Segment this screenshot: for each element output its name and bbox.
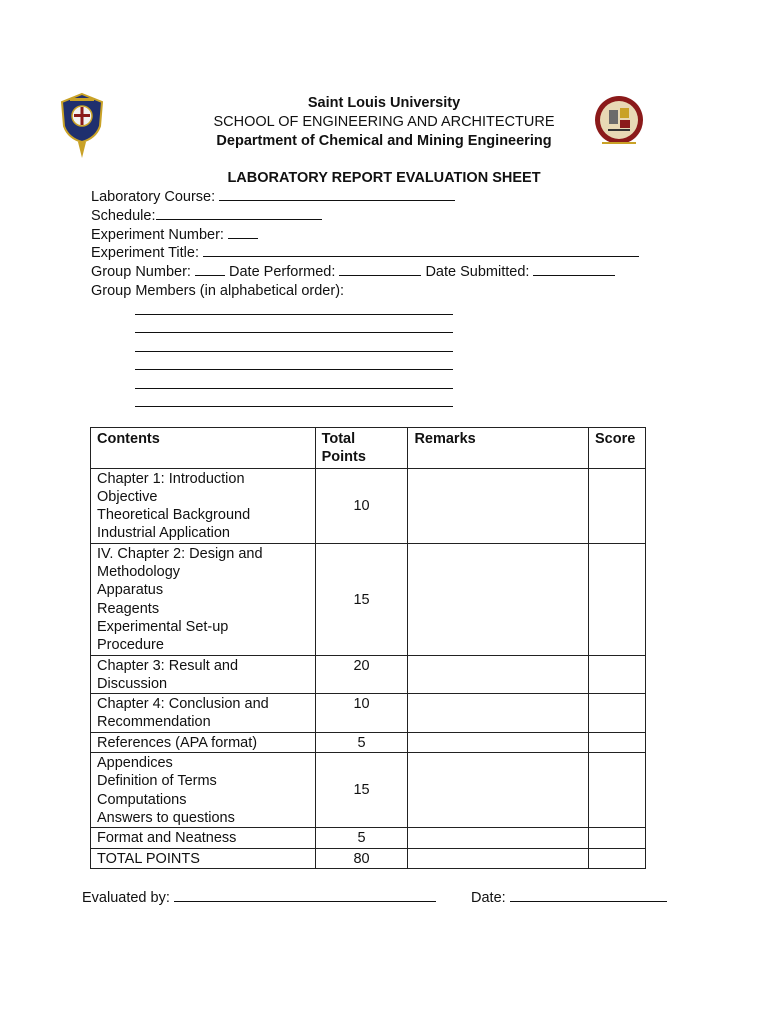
points-cell (315, 543, 408, 655)
table-row (91, 543, 646, 655)
points-value: 80 (353, 850, 370, 867)
contents-cell (91, 694, 316, 733)
table-row (91, 848, 646, 868)
points-cell (315, 694, 408, 733)
member-line-4[interactable] (135, 369, 453, 370)
lab-course-field[interactable] (91, 188, 455, 206)
schedule-label: Schedule: (91, 208, 156, 224)
contents-cell (91, 655, 316, 694)
contents-line: Methodology (97, 564, 181, 581)
date-performed-label: Date Performed: (229, 264, 336, 280)
total-points-header: Total Points (315, 428, 408, 469)
points-value: 5 (357, 830, 366, 847)
member-line-6[interactable] (135, 406, 453, 407)
contents-line: Theoretical Background (97, 507, 251, 524)
schedule-field[interactable] (91, 207, 322, 225)
evaluated-by-field[interactable] (82, 889, 436, 906)
score-cell[interactable] (589, 753, 646, 828)
date-performed-blank[interactable] (339, 263, 421, 276)
member-line-2[interactable] (135, 332, 453, 333)
contents-line: Chapter 1: Introduction (97, 470, 245, 487)
member-line-1[interactable] (135, 314, 453, 315)
table-row (91, 753, 646, 828)
table-row (91, 655, 646, 694)
member-line-3[interactable] (135, 351, 453, 352)
lab-course-label: Laboratory Course: (91, 189, 216, 205)
contents-line: Procedure (97, 637, 164, 654)
remarks-cell[interactable] (408, 753, 589, 828)
score-cell[interactable] (589, 694, 646, 733)
contents-line: Computations (97, 791, 187, 808)
points-cell (315, 848, 408, 868)
remarks-cell[interactable] (408, 468, 589, 543)
experiment-title-blank[interactable] (203, 244, 639, 257)
contents-cell (91, 848, 316, 868)
table-header-row (91, 428, 646, 469)
contents-line: Recommendation (97, 714, 211, 731)
experiment-number-label: Experiment Number: (91, 227, 224, 243)
contents-cell (91, 543, 316, 655)
score-cell[interactable] (589, 543, 646, 655)
contents-line: Objective (97, 488, 158, 505)
evaluated-by-label: Evaluated by: (82, 890, 170, 906)
remarks-cell[interactable] (408, 655, 589, 694)
contents-line: Chapter 3: Result and (97, 657, 239, 674)
contents-line: Answers to questions (97, 809, 235, 826)
remarks-cell[interactable] (408, 848, 589, 868)
group-date-row (91, 263, 615, 281)
group-number-blank[interactable] (195, 263, 225, 276)
experiment-title-field[interactable] (91, 244, 639, 262)
table-row (91, 732, 646, 752)
contents-line: TOTAL POINTS (97, 850, 200, 867)
group-number-label: Group Number: (91, 264, 191, 280)
remarks-header: Remarks (408, 428, 589, 469)
experiment-number-field[interactable] (91, 226, 258, 244)
contents-cell (91, 468, 316, 543)
contents-line: Appendices (97, 755, 173, 772)
remarks-cell[interactable] (408, 732, 589, 752)
points-value: 15 (353, 782, 370, 799)
score-header: Score (589, 428, 646, 469)
contents-cell (91, 828, 316, 848)
member-line-5[interactable] (135, 388, 453, 389)
remarks-cell[interactable] (408, 543, 589, 655)
contents-line: Industrial Application (97, 525, 230, 542)
points-cell (315, 655, 408, 694)
remarks-cell[interactable] (408, 828, 589, 848)
points-cell (315, 732, 408, 752)
lab-course-blank[interactable] (219, 188, 455, 201)
contents-cell (91, 732, 316, 752)
score-cell[interactable] (589, 732, 646, 752)
school-name: SCHOOL OF ENGINEERING AND ARCHITECTURE (213, 114, 555, 130)
date-label: Date: (471, 890, 506, 906)
evaluation-table (90, 427, 646, 869)
contents-line: Discussion (97, 675, 168, 692)
remarks-cell[interactable] (408, 694, 589, 733)
date-submitted-label: Date Submitted: (425, 264, 530, 280)
points-cell (315, 468, 408, 543)
table-row (91, 694, 646, 733)
contents-line: Experimental Set-up (97, 618, 229, 635)
contents-line: References (APA format) (97, 734, 258, 751)
university-name: Saint Louis University (307, 95, 461, 111)
evaluated-by-blank[interactable] (174, 889, 436, 902)
score-cell[interactable] (589, 468, 646, 543)
contents-line: Apparatus (97, 582, 164, 599)
points-value: 20 (353, 657, 370, 674)
score-cell[interactable] (589, 848, 646, 868)
points-value: 10 (353, 696, 370, 713)
points-cell (315, 828, 408, 848)
date-field[interactable] (471, 889, 667, 906)
score-cell[interactable] (589, 655, 646, 694)
score-cell[interactable] (589, 828, 646, 848)
date-blank[interactable] (510, 889, 667, 902)
points-value: 10 (353, 498, 370, 515)
contents-line: Definition of Terms (97, 773, 217, 790)
experiment-title-label: Experiment Title: (91, 245, 199, 261)
contents-line: IV. Chapter 2: Design and (97, 545, 263, 562)
date-submitted-blank[interactable] (533, 263, 615, 276)
schedule-blank[interactable] (156, 207, 322, 220)
table-row (91, 468, 646, 543)
points-cell (315, 753, 408, 828)
contents-line: Chapter 4: Conclusion and (97, 696, 269, 713)
department-name: Department of Chemical and Mining Engineering (216, 133, 552, 149)
table-row (91, 828, 646, 848)
points-value: 15 (353, 591, 370, 608)
contents-cell (91, 753, 316, 828)
group-members-label: Group Members (in alphabetical order): (91, 283, 345, 299)
contents-line: Format and Neatness (97, 830, 237, 847)
contents-header: Contents (91, 428, 316, 469)
contents-line: Reagents (97, 600, 160, 617)
sheet-title: LABORATORY REPORT EVALUATION SHEET (227, 170, 541, 186)
experiment-number-blank[interactable] (228, 226, 258, 239)
points-value: 5 (357, 734, 366, 751)
